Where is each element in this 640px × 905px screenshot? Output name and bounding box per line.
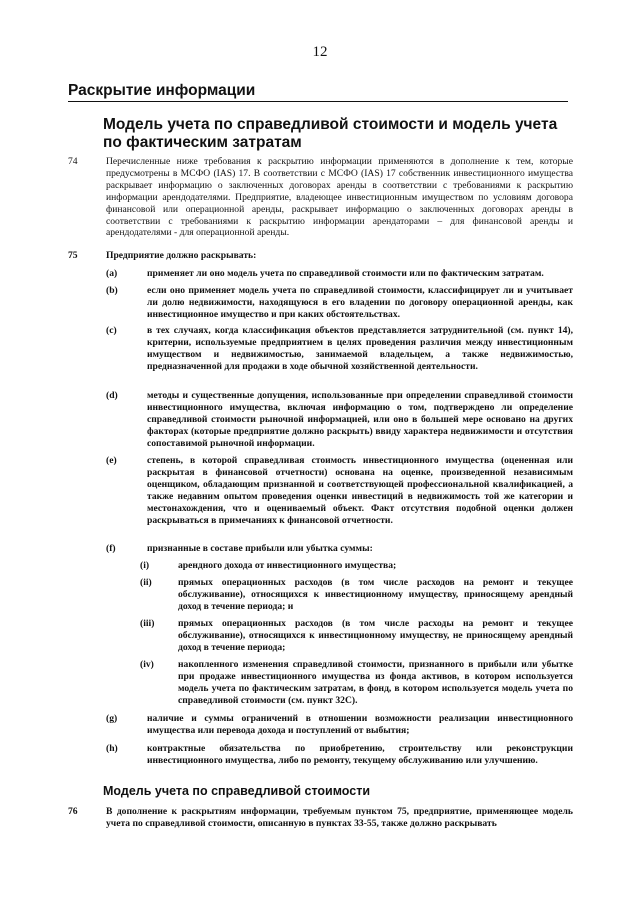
item-label: (b) [106,285,118,296]
item-text: признанные в составе прибыли или убытка суммы: [147,543,373,554]
sub-heading: Модель учета по справедливой стоимости [103,784,371,798]
paragraph-number: 76 [68,806,78,817]
main-heading: Модель учета по справедливой стоимости и модель учета по фактическим затратам [103,116,558,151]
item-label: (e) [106,455,117,466]
item-label: (h) [106,743,118,754]
sub-item-text: прямых операционных расходов (в том числе расходов на ремонт и текущее обслуживание), относящихся к инвестиционному имуществу, приносящему арендный доход в течение периода; и [178,577,573,612]
paragraph-text: Перечисленные ниже требования к раскрытию информации применяются в дополнение к тем, которые предусмотрены в МСФО (IAS) 17. В соответствии с МСФО (IAS) 17 собственник инвестиционного имущества раскрывает информацию о заключенных договорах аренды в соответствии с требованиями к раскрытию информации арендодателями. Предприятие, владеющее инвестиционным имуществом по условиям договора финансовой или операционной аренды, раскрывает информацию о заключенных договорах аренды в соответствии с требованиями к раскрытию информации арендаторами – для финансовой аренды и арендодателями - для операционной аренды. [106,156,573,239]
sub-item-label: (ii) [140,577,152,588]
item-text: методы и существенные допущения, использованные при определении справедливой стоимости инвестиционного имущества, включая информацию о том, подтверждено ли определение справедливой стоимости рыночной информацией, или оно в большей мере основано на других факторах (которые предприятие должно раскрыть) ввиду характера недвижимости и отсутствия сопоставимой рыночной информации. [147,390,573,449]
page-number: 12 [312,44,328,60]
sub-item-text: арендного дохода от инвестиционного имущества; [178,560,397,571]
item-label: (f) [106,543,116,554]
sub-item-label: (iv) [140,659,154,670]
paragraph-74 [68,156,573,246]
item-text: в тех случаях, когда классификация объектов представляется затруднительной (см. пункт 14), критерии, используемые предприятием в целях проведения различия между инвестиционным имуществом и недвижимостью, занимаемой владельцем, а также недвижимостью, предназначенной для продажи в ходе обычной хозяйственной деятельности. [147,325,573,372]
item-text: применяет ли оно модель учета по справедливой стоимости или по фактическим затратам. [147,268,544,279]
item-text: степень, в которой справедливая стоимость инвестиционного имущества (оцененная или раскрытая в финансовой отчетности) основана на оценке, произведенной независимым оценщиком, обладающим признанной и соответствующей профессиональной квалификацией, а также недавним опытом проведения оценки инвестиций в недвижимость той же категории и местонахождения, что и оцениваемый объект. Факт отсутствия подобной оценки должен раскрываться в примечаниях к финансовой отчетности. [147,455,573,526]
sub-item-text: накопленного изменения справедливой стоимости, признанного в прибыли или убытке при продаже инвестиционного имущества из фонда активов, в котором используется модель учета по фактическим затратам, в фонд, в котором используется модель учета по справедливой стоимости (см. пункт 32С). [178,659,573,706]
item-text: контрактные обязательства по приобретению, строительству или реконструкции инвестиционного имущества, либо по ремонту, текущему обслуживанию или улучшению. [147,743,573,766]
item-text: наличие и суммы ограничений в отношении возможности реализации инвестиционного имущества или перевода дохода и поступлений от выбытия; [147,713,573,736]
item-label: (c) [106,325,117,336]
item-text: если оно применяет модель учета по справедливой стоимости, классифицирует ли и учитывает ли долю недвижимости, находящуюся в его владении по договору операционной аренды, как инвестиционное имущество и при каких обстоятельствах. [147,285,573,320]
item-label: (a) [106,268,118,279]
item-label: (g) [106,713,118,724]
paragraph-75 [68,250,573,264]
paragraph-number: 74 [68,156,78,167]
paragraph-text: В дополнение к раскрытиям информации, требуемым пунктом 75, предприятие, применяющее модель учета по справедливой стоимости, описанную в пунктах 33-55, также должно раскрывать [106,806,573,829]
section-header: Раскрытие информации [68,82,568,102]
paragraph-number: 75 [68,250,78,261]
paragraph-intro: Предприятие должно раскрывать: [106,250,257,261]
item-label: (d) [106,390,118,401]
sub-item-label: (i) [140,560,150,571]
sub-item-label: (iii) [140,618,155,629]
sub-item-text: прямых операционных расходов (в том числе расходы на ремонт и текущее обслуживание), относящихся к инвестиционному имуществу, не приносящему арендный доход в течение периода; [178,618,573,653]
